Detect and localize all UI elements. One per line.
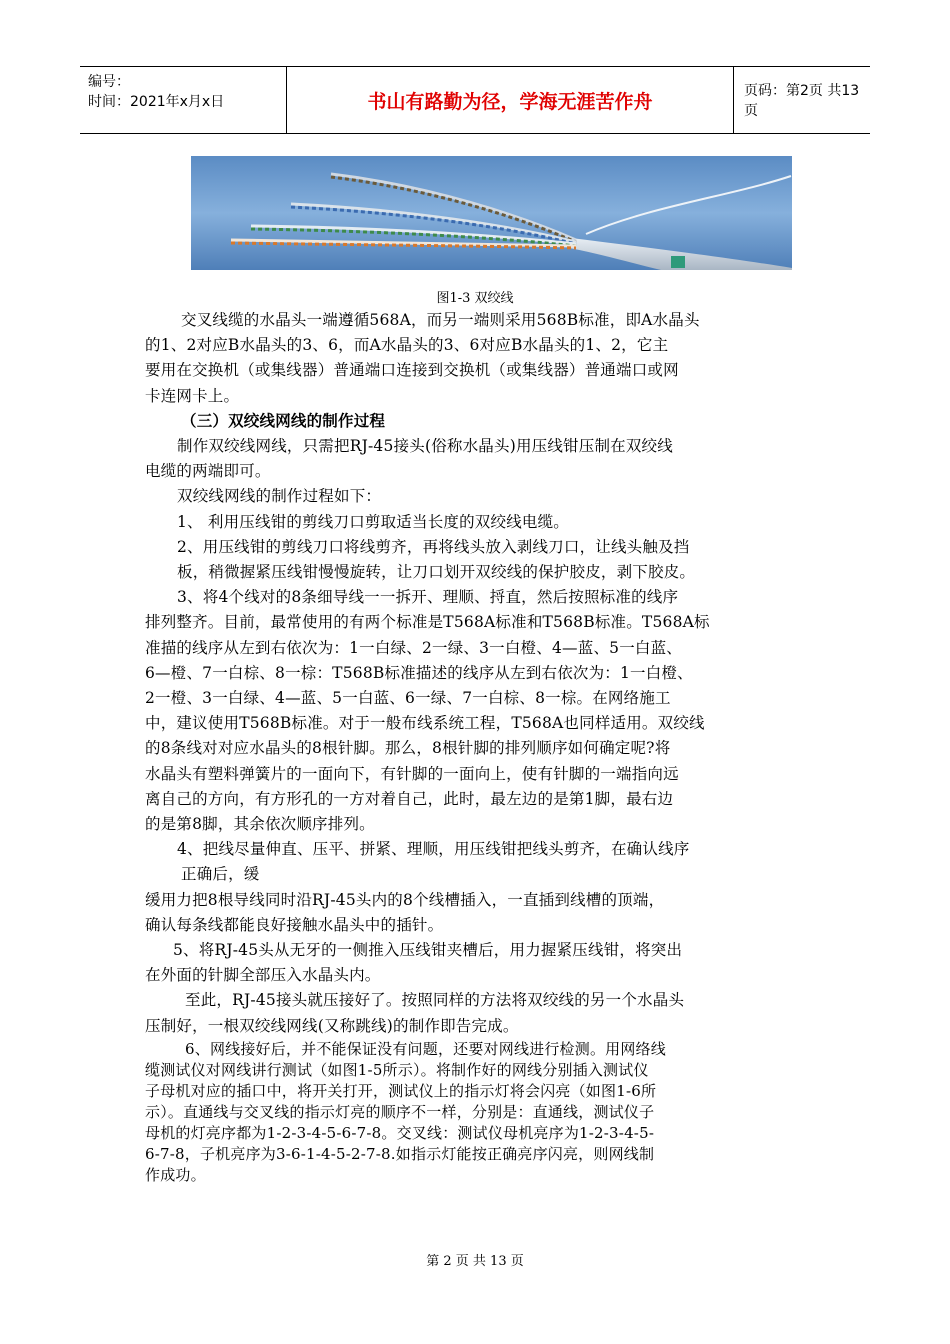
body-line: 3、将4个线对的8条细导线一一拆开、理顺、捋直，然后按照标准的线序 (177, 588, 679, 607)
body-line: 6-7-8，子机亮序为3-6-1-4-5-2-7-8.如指示灯能按正确亮序闪亮，则网线制 (145, 1144, 655, 1163)
body-line: 5、将RJ-45头从无牙的一侧推入压线钳夹槽后，用力握紧压线钳，将突出 (173, 941, 683, 960)
body-line: 作成功。 (145, 1165, 206, 1184)
body-line: 的1、2对应B水晶头的3、6，而A水晶头的3、6对应B水晶头的1、2，它主 (145, 336, 669, 355)
body-line: 压制好，一根双绞线网线(又称跳线)的制作即告完成。 (145, 1016, 519, 1035)
body-line: 离自己的方向，有方形孔的一方对着自己，此时，最左边的是第1脚，最右边 (145, 789, 674, 808)
body-line: 卡连网卡上。 (145, 386, 240, 405)
body-line: 2一橙、3一白绿、4—蓝、5一白蓝、6一绿、7一白棕、8一棕。在网络施工 (145, 689, 671, 708)
twisted-pair-cable-photo (191, 156, 792, 270)
body-line: 确认每条线都能良好接触水晶头中的插针。 (145, 915, 444, 934)
body-line: 2、用压线钳的剪线刀口将线剪齐，再将线头放入剥线刀口，让线头触及挡 (177, 537, 690, 556)
body-line: 交叉线缆的水晶头一端遵循568A，而另一端则采用568B标准，即A水晶头 (181, 311, 700, 329)
photo-background (191, 156, 792, 270)
body-line: 的是第8脚，其余依次顺序排列。 (145, 815, 375, 834)
document-number-label: 编号： (88, 74, 130, 90)
header-meta (80, 67, 286, 133)
document-date: 时间：2021年x月x日 (88, 94, 225, 110)
header-page-info: 页码：第2页 共13页 (744, 83, 860, 119)
body-text (145, 308, 810, 1186)
section-heading: （三）双绞线网线的制作过程 (181, 411, 386, 430)
body-line: 缓用力把8根导线同时沿RJ-45头内的8个线槽插入，一直插到线槽的顶端， (145, 890, 665, 909)
figure-caption: 图1-3 双绞线 (436, 291, 514, 306)
body-line: 1、 利用压线钳的剪线刀口剪取适当长度的双绞线电缆。 (177, 512, 569, 531)
body-line: 中，建议使用T568B标准。对于一般布线系统工程，T568A也同样适用。双绞线 (145, 714, 705, 733)
header-motto: 书山有路勤为径，学海无涯苦作舟 (286, 67, 734, 133)
body-line: 在外面的针脚全部压入水晶头内。 (145, 966, 381, 985)
body-line: 电缆的两端即可。 (145, 462, 271, 481)
body-line: 准描的线序从左到右依次为：1一白绿、2一绿、3一白橙、4—蓝、5一白蓝、 (145, 638, 683, 657)
body-line: 示）。直通线与交叉线的指示灯亮的顺序不一样，分别是：直通线，测试仪子 (145, 1102, 655, 1121)
brand-mark (671, 256, 685, 268)
body-line: 水晶头有塑料弹簧片的一面向下，有针脚的一面向上，使有针脚的一端指向远 (145, 764, 679, 783)
page-footer: 第 2 页 共 13 页 (426, 1254, 524, 1269)
body-line: 6、网线接好后，并不能保证没有问题，还要对网线进行检测。用网络线 (185, 1039, 666, 1058)
body-line: 子母机对应的插口中，将开关打开，测试仪上的指示灯将会闪亮（如图1-6所 (145, 1081, 657, 1100)
body-line: 缆测试仪对网线讲行测试（如图1-5所示）。将制作好的网线分别插入测试仪 (145, 1060, 649, 1079)
body-line: 板，稍微握紧压线钳慢慢旋转，让刀口划开双绞线的保护胶皮，剥下胶皮。 (177, 563, 696, 582)
body-line: 制作双绞线网线，只需把RJ-45接头(俗称水晶头)用压线钳压制在双绞线 (177, 437, 673, 456)
body-line: 4、把线尽量伸直、压平、拼紧、理顺，用压线钳把线头剪齐，在确认线序 (177, 840, 690, 859)
body-line: 母机的灯亮序都为1-2-3-4-5-6-7-8。交叉线：测试仪母机亮序为1-2-3-4-5- (145, 1123, 655, 1142)
body-line: 要用在交换机（或集线器）普通端口连接到交换机（或集线器）普通端口或网 (145, 361, 679, 380)
body-line: 双绞线网线的制作过程如下： (177, 487, 382, 506)
page-header (80, 66, 870, 134)
body-line: 至此，RJ-45接头就压接好了。按照同样的方法将双绞线的另一个水晶头 (185, 991, 685, 1010)
body-line: 排列整齐。目前，最常使用的有两个标准是T568A标准和T568B标准。T568A标 (145, 613, 710, 632)
body-line: 6—橙、7一白棕、8一棕：T568B标准描述的线序从左到右依次为：1一白橙、 (145, 663, 693, 682)
body-line: 的8条线对对应水晶头的8根针脚。那么，8根针脚的排列顺序如何确定呢?将 (145, 739, 671, 758)
body-line: 正确后，缓 (181, 865, 260, 884)
